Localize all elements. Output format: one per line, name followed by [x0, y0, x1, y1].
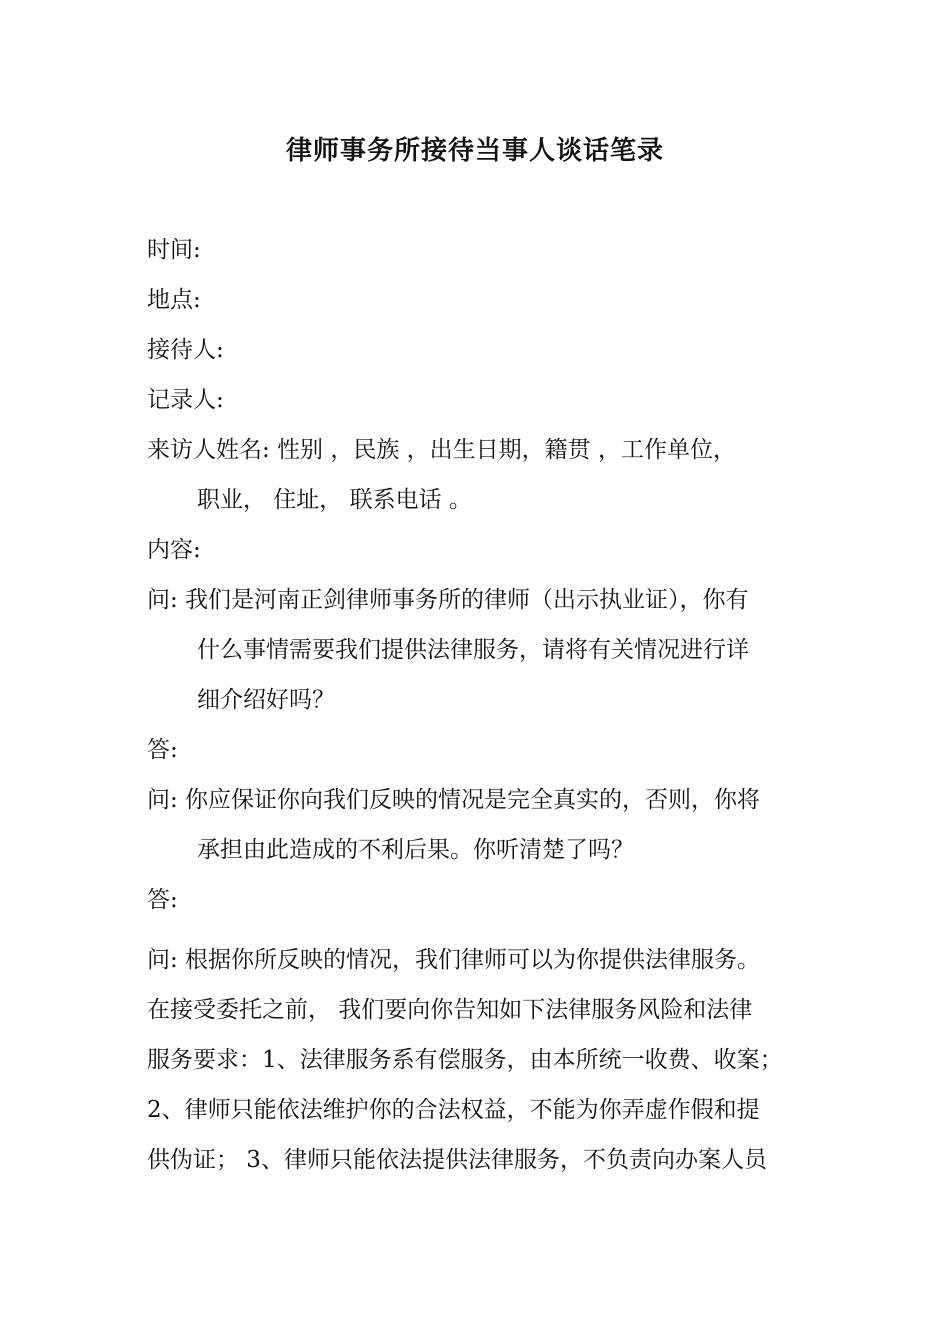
time-field-label: 时间: — [147, 237, 201, 263]
question-1-line-2: 什么事情需要我们提供法律服务，请将有关情况进行详 — [197, 637, 749, 663]
question-3-line-3: 服务要求：1、法律服务系有偿服务，由本所统一收费、收案； — [147, 1047, 783, 1073]
question-1-line-3: 细介绍好吗？ — [197, 687, 335, 713]
visitor-info-line-cont: 职业， 住址， 联系电话 。 — [197, 487, 472, 513]
location-field-label: 地点: — [147, 287, 201, 313]
question-2-line-1: 问: 你应保证你向我们反映的情况是完全真实的，否则，你将 — [147, 787, 761, 813]
answer-2-label: 答: — [147, 887, 178, 913]
question-3-line-1: 问: 根据你所反映的情况，我们律师可以为你提供法律服务。 — [147, 947, 761, 973]
answer-1-label: 答: — [147, 737, 178, 763]
content-label: 内容: — [147, 537, 201, 563]
receptionist-field-label: 接待人: — [147, 337, 224, 363]
visitor-info-line: 来访人姓名: 性别 ，民族 ，出生日期，籍贯 ，工作单位， — [147, 437, 736, 463]
question-3-line-4: 2、律师只能依法维护你的合法权益，不能为你弄虚作假和提 — [147, 1097, 760, 1123]
document-title: 律师事务所接待当事人谈话笔录 — [285, 136, 664, 166]
question-3-line-2: 在接受委托之前， 我们要向你告知如下法律服务风险和法律 — [147, 997, 753, 1023]
recorder-field-label: 记录人: — [147, 387, 224, 413]
question-3-line-5: 供伪证； 3、律师只能依法提供法律服务，不负责向办案人员 — [147, 1147, 767, 1173]
question-1-line-1: 问: 我们是河南正剑律师事务所的律师（出示执业证），你有 — [147, 587, 749, 613]
question-2-line-2: 承担由此造成的不利后果。你听清楚了吗？ — [197, 837, 634, 863]
